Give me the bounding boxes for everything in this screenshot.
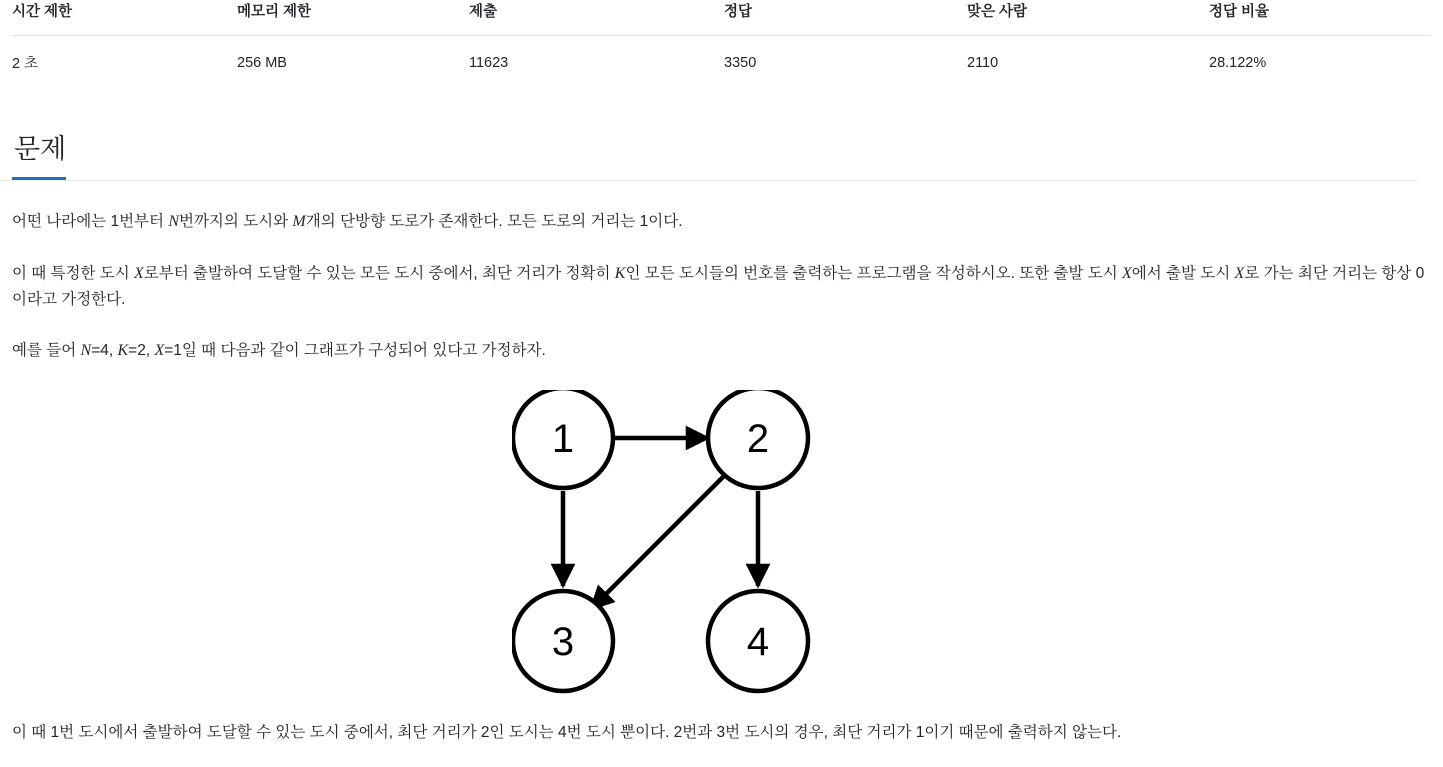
graph-svg [512,390,932,720]
var-x-1: X [134,264,144,282]
var-k-example: K [117,341,129,359]
p1-text-b: 번까지의 도시와 [178,212,293,230]
p1-text-a: 어떤 나라에는 1번부터 [12,212,169,230]
var-n: N [168,212,179,230]
p3-text-a: 예를 들어 [12,341,81,359]
node-label-2: 2 [746,416,769,461]
problem-info-table [12,0,1431,87]
var-x-2: X [1122,264,1132,282]
value-accept-rate: 28.122% [1209,54,1267,71]
p3-text-c: =2, [128,341,155,359]
header-time-limit: 시간 제한 [12,0,237,36]
node-label-1: 1 [551,416,574,461]
p2-text-b: 로부터 출발하여 도달할 수 있는 모든 도시 중에서, 최단 거리가 정확히 [143,264,615,282]
header-correct: 정답 [724,0,967,36]
paragraph-4: 이 때 1번 도시에서 출발하여 도달할 수 있는 도시 중에서, 최단 거리가 2인 도시는 4번 도시 뿐이다. 2번과 3번 도시의 경우, 최단 거리가 1이기 때문에 출력하지 않는다. [12,723,1122,741]
p2-text-c: 인 모든 도시들의 번호를 출력하는 프로그램을 작성하시오. 또한 출발 도시 [625,264,1122,282]
value-submissions: 11623 [469,54,509,71]
value-correct: 3350 [724,54,757,71]
var-x-3: X [1234,264,1245,282]
header-solvers: 맞은 사람 [967,0,1209,36]
problem-statement [12,209,1431,364]
var-k: K [614,264,626,282]
node-label-4: 4 [746,619,769,664]
p3-text-d: =1일 때 다음과 같이 그래프가 구성되어 있다고 가정하자. [164,341,546,359]
p3-text-b: =4, [91,341,118,359]
var-x-example: X [154,341,165,359]
info-table-header [12,0,1431,36]
p2-text-d: 에서 출발 도시 [1131,264,1235,282]
paragraph-2 [12,261,1431,312]
info-table-body [12,36,1431,88]
section-title-problem: 문제 [12,133,66,180]
section-header-wrapper [12,87,1431,180]
header-accept-rate: 정답 비율 [1209,0,1431,36]
var-m: M [292,212,306,230]
header-memory-limit: 메모리 제한 [237,0,469,36]
value-solvers: 2110 [967,54,999,71]
node-label-3: 3 [551,619,574,664]
table-header-row [12,0,1431,36]
var-n-example: N [80,341,92,359]
value-time-limit: 2 초 [12,56,39,72]
paragraph-1 [12,209,1431,235]
table-row [12,36,1431,88]
p2-text-a: 이 때 특정한 도시 [12,264,135,282]
p2-text-e: 로 가는 최단 거리는 항상 0이라고 가정한다. [12,264,1425,308]
p1-text-c: 개의 단방향 도로가 존재한다. 모든 도로의 거리는 1이다. [305,212,683,230]
graph-figure [0,390,1443,720]
header-submissions: 제출 [469,0,724,36]
section-divider [0,180,1419,181]
edge-2-to-3 [591,470,730,609]
value-memory-limit: 256 MB [237,54,287,71]
paragraph-3 [12,338,1431,364]
